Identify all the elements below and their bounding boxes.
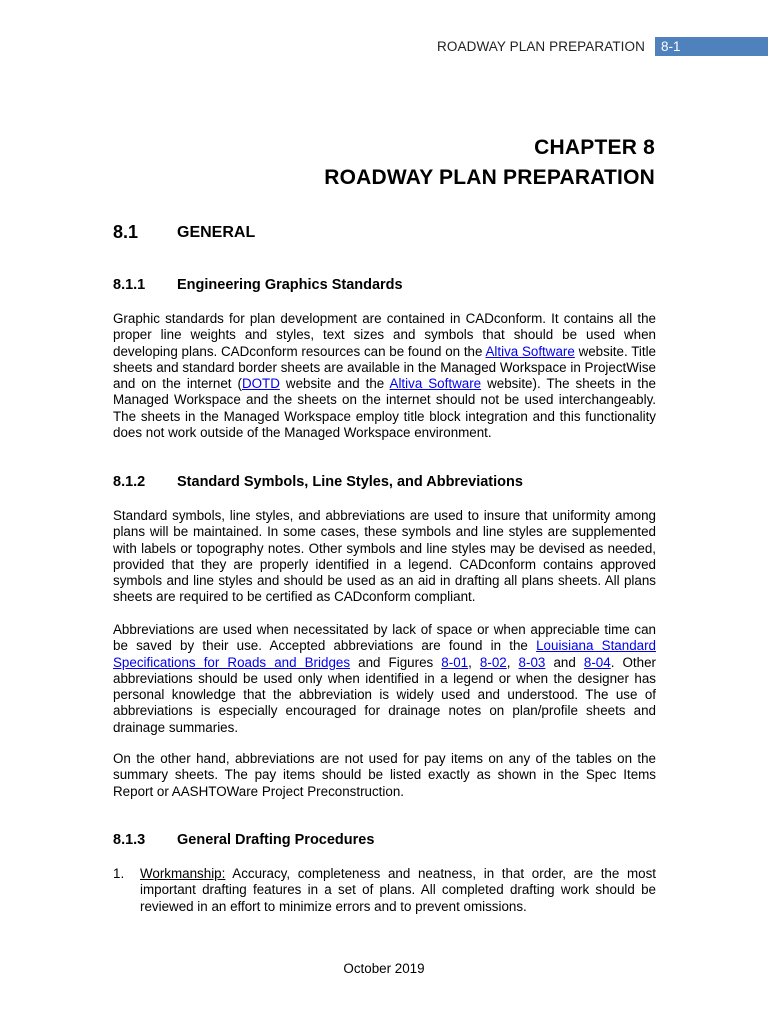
figure-8-02-link[interactable]: 8-02 <box>479 654 507 670</box>
running-header-title: ROADWAY PLAN PREPARATION <box>437 39 645 54</box>
text-run: , <box>506 654 519 670</box>
subsection-number: 8.1.2 <box>113 474 146 490</box>
louisiana-standard-specifications-link[interactable]: Louisiana Standard Specifications for Roads and Bridges <box>113 638 656 670</box>
subsection-title: Standard Symbols, Line Styles, and Abbreviations <box>177 474 523 490</box>
text-run: Abbreviations are used when necessitated by lack of space or when appreciable time can be saved by their use. Accepted abbreviations are found in the <box>113 622 656 654</box>
section-title: GENERAL <box>177 224 256 241</box>
text-run: , <box>468 654 480 670</box>
subsection-heading-8-1-2 <box>113 474 523 490</box>
subsection-heading-8-1-3 <box>113 832 374 848</box>
subsection-number: 8.1.1 <box>113 277 146 293</box>
altiva-software-link[interactable]: Altiva Software <box>485 343 575 359</box>
text-run: and Figures <box>350 654 442 670</box>
list-item-text: Accuracy, completeness and neatness, in that order, are the most important drafting features in a set of plans. All completed drafting work should be reviewed in an effort to minimize errors and to prevent omissions. <box>140 866 656 914</box>
page-number-badge: 8-1 <box>655 37 768 56</box>
subsection-title: Engineering Graphics Standards <box>177 277 403 293</box>
figure-8-04-link[interactable]: 8-04 <box>583 654 611 670</box>
paragraph-standard-symbols: Standard symbols, line styles, and abbreviations are used to insure that uniformity among plans will be maintained. In some cases, these symbols and line styles are supplemented with labels or topography notes. Other symbols and line styles may be devised as needed, provided that they are properly identified in a legend. CADconform contains approved symbols and line styles and should be used as an aid in drafting all plans sheets. All plans sheets are required to be certified as CADconform compliant. <box>113 508 656 605</box>
subsection-number: 8.1.3 <box>113 832 146 848</box>
subsection-title: General Drafting Procedures <box>177 832 375 848</box>
subsection-heading-8-1-1 <box>113 277 403 293</box>
paragraph-pay-items: On the other hand, abbreviations are not used for pay items on any of the tables on the summary sheets. The pay items should be listed exactly as shown in the Spec Items Report or AASHTOWare Project Preconstruction. <box>113 751 656 799</box>
list-marker: 1. <box>113 866 125 881</box>
list-item-label: Workmanship: <box>140 866 226 881</box>
figure-8-03-link[interactable]: 8-03 <box>518 654 546 670</box>
figure-8-01-link[interactable]: 8-01 <box>441 654 469 670</box>
text-run: . Other abbreviations should be used only when identified in a legend or when the designer has personal knowledge that the abbreviation is widely used and understood. The use of abbreviations is especially encouraged for drainage notes on plan/profile sheets and drainage summaries. <box>113 654 656 735</box>
paragraph-abbreviations <box>113 622 656 736</box>
chapter-title <box>324 133 655 193</box>
dotd-link[interactable]: DOTD <box>241 376 280 392</box>
text-run: website). The sheets in the Managed Workspace and the sheets on the internet should not be used interchangeably. The sheets in the Managed Workspace employ title block integration and this functionality does not work outside of the Managed Workspace environment. <box>113 376 656 441</box>
section-number: 8.1 <box>113 222 139 242</box>
chapter-name: ROADWAY PLAN PREPARATION <box>324 166 655 189</box>
chapter-number: CHAPTER 8 <box>534 136 655 159</box>
section-heading-8-1 <box>113 222 255 243</box>
list-item-workmanship <box>113 866 656 915</box>
text-run: website and the <box>279 376 390 392</box>
page-footer-date: October 2019 <box>343 961 425 976</box>
text-run: website. Title sheets and standard border sheets are available in the Managed Workspace in ProjectWise and on the internet ( <box>113 343 656 392</box>
list-item-body <box>140 866 656 915</box>
text-run: Graphic standards for plan development are contained in CADconform. It contains all the proper line weights and styles, text sizes and symbols that should be used when developing plans. CADconform resources can be found on the <box>113 311 656 359</box>
paragraph-graphics-standards <box>113 311 656 441</box>
text-run: and <box>545 654 584 670</box>
altiva-software-link-2[interactable]: Altiva Software <box>389 376 482 392</box>
page-header <box>437 37 768 56</box>
